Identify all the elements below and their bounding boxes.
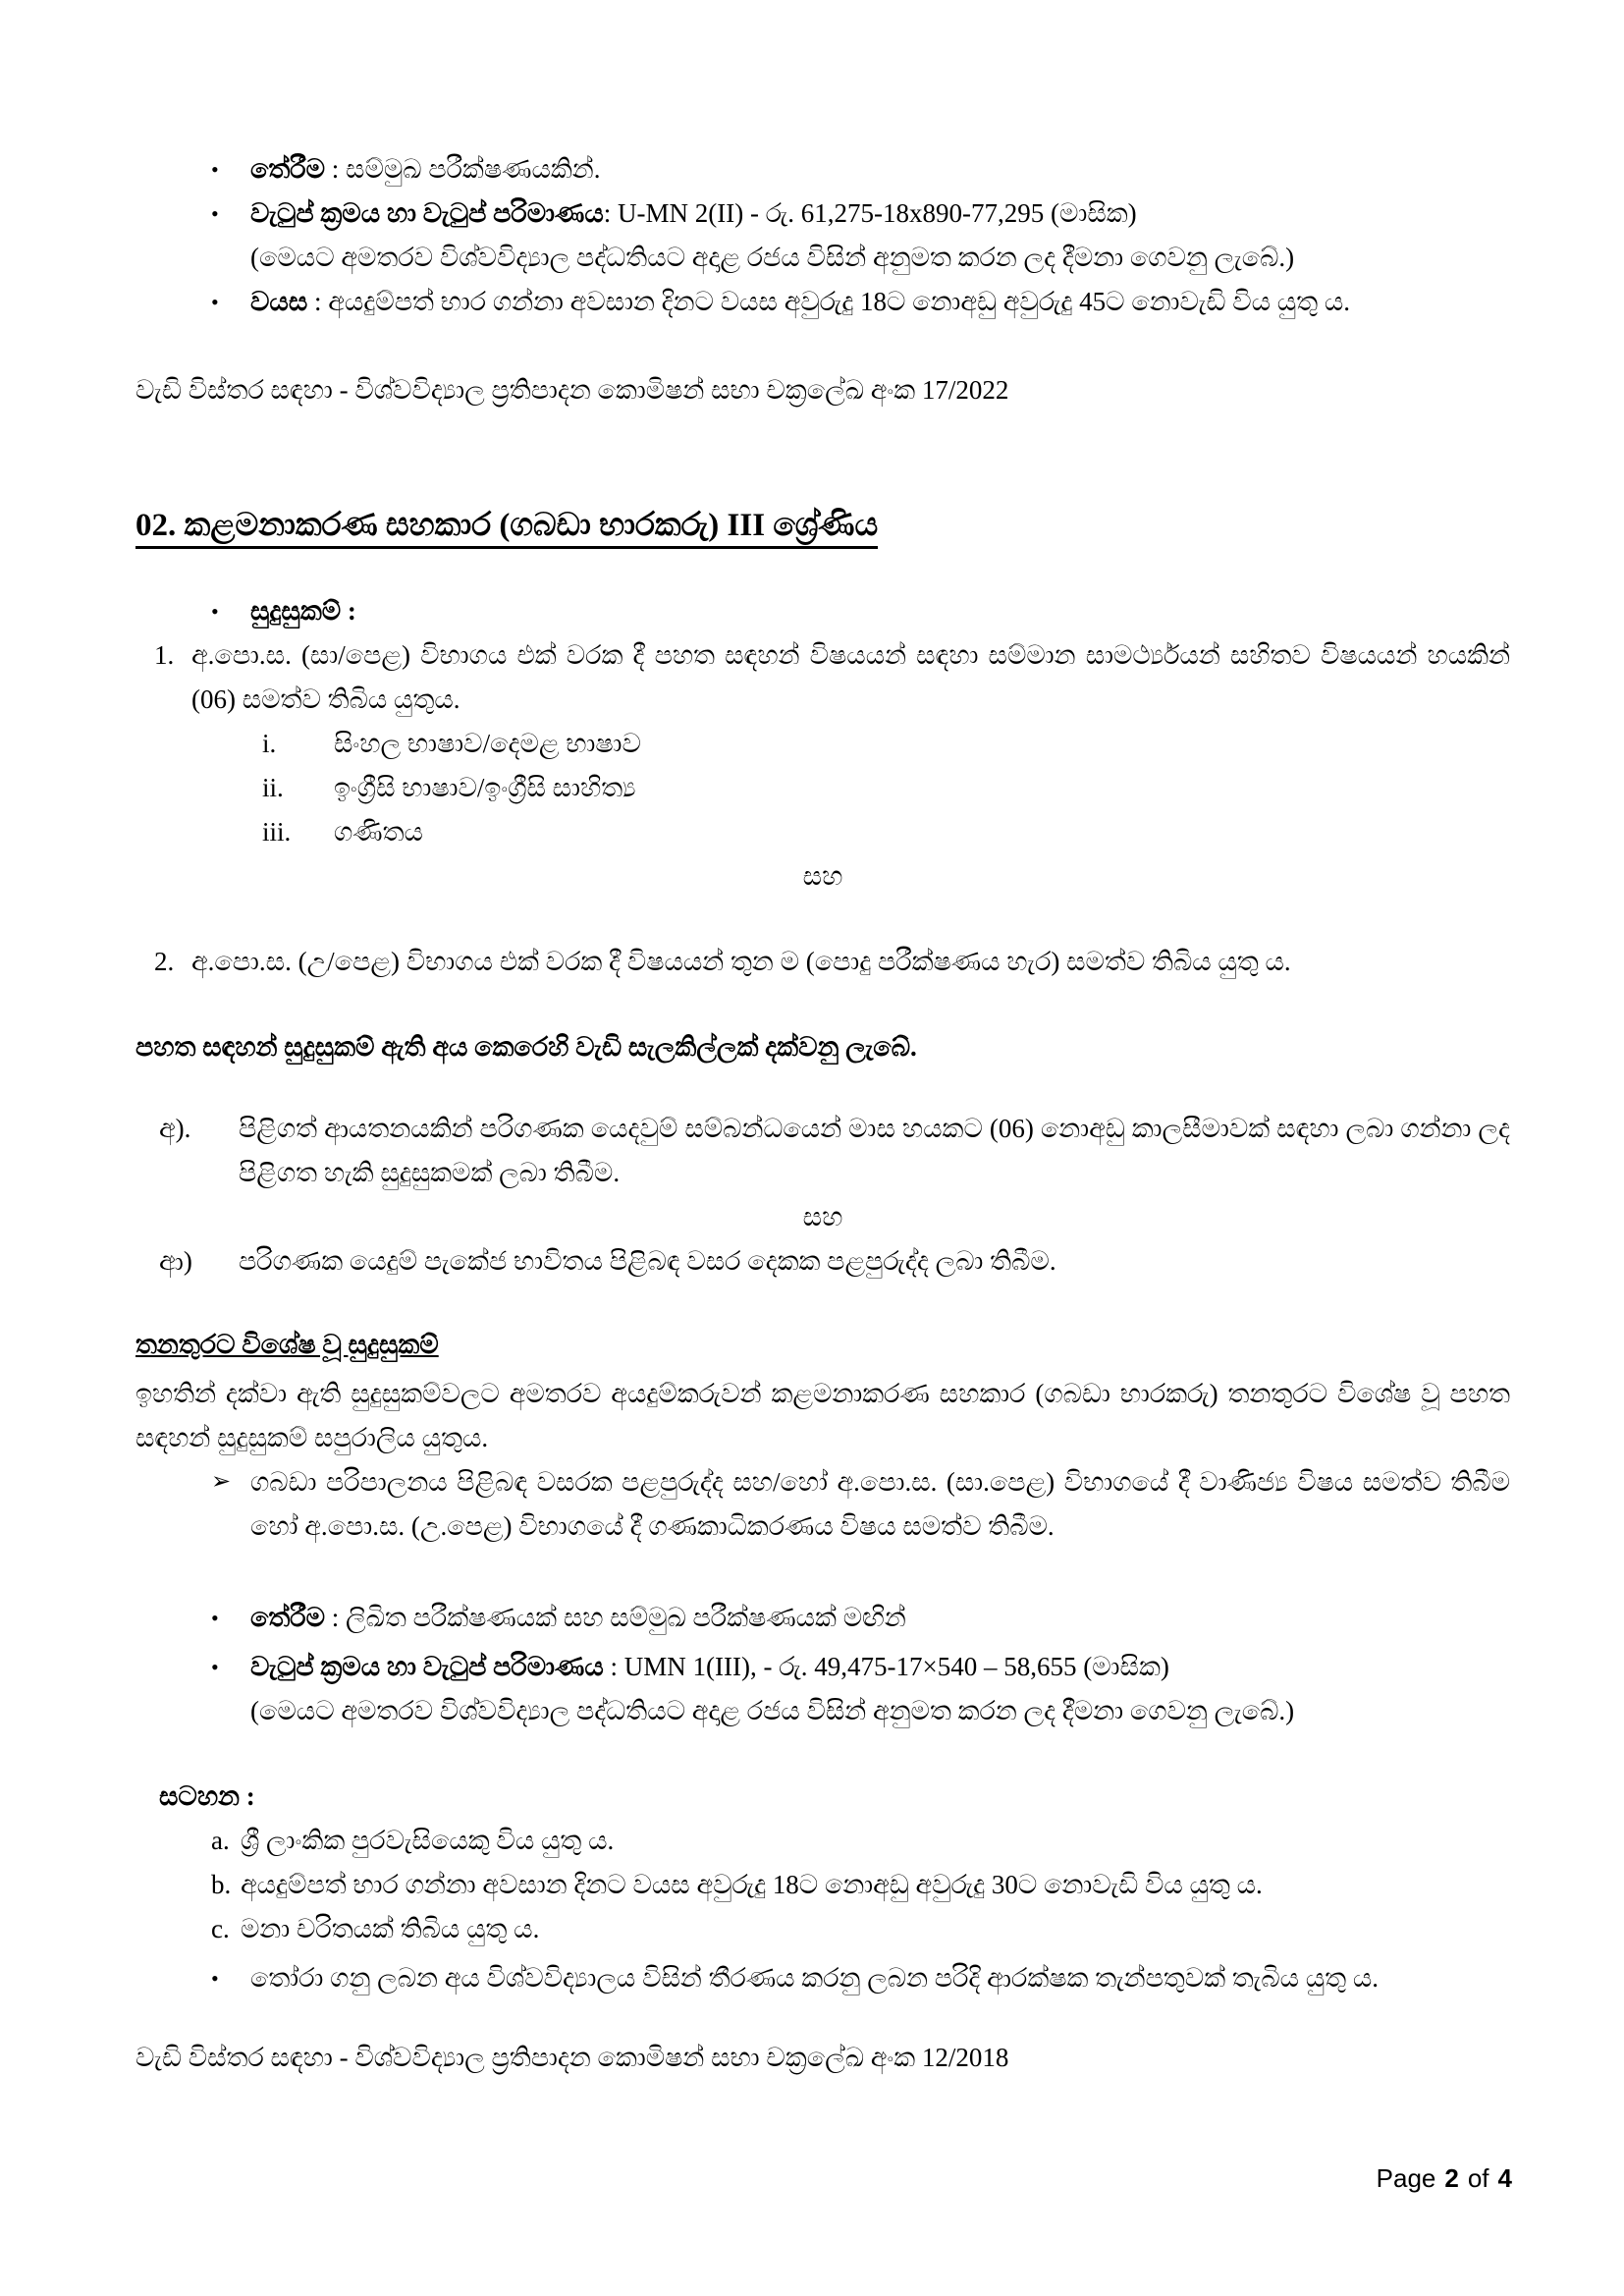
note-text: ශ්‍රී ලාංකික පුරවැසියෙකු විය යුතු ය.	[241, 1826, 615, 1855]
note-letter: c.	[211, 1914, 230, 1943]
post-heading-text: 02. කළමනාකරණ සහකාර (ගබඩා භාරකරු) III ශ්‍රේණිය	[135, 508, 878, 549]
qualification-item-2	[154, 940, 1510, 984]
subject-text: ඉංග්‍රීසි භාෂාව/ඉංග්‍රීසි සාහිත්‍ය	[334, 773, 636, 802]
age-bullet-1	[211, 280, 1510, 324]
preference-note: පහත සඳහන් සුදුසුකම් ඇති අය කෙරෙහි වැඩි සැලකිල්ලක් දක්වනු ලැබේ.	[135, 1032, 917, 1062]
salary-bullet-2	[211, 1645, 1510, 1689]
post-heading	[135, 501, 1510, 550]
roman-number: ii.	[262, 773, 284, 802]
bullet-icon: •	[211, 599, 219, 624]
subject-row	[262, 722, 1510, 766]
note-text: මනා චරිතයක් තිබිය යුතු ය.	[241, 1914, 540, 1943]
selection-bullet-1	[211, 147, 1510, 191]
preference-item-b-text: පරිගණක යෙදුම් පැකේජ භාවිතය පිළිබඳ වසර දෙකක පළපුරුද්ද ලබා තිබීම.	[239, 1246, 1056, 1276]
more-info-line-2: වැඩි විස්තර සඳහා - විශ්වවිද්‍යාල ප්‍රතිපාදන කොමිෂන් සභා චක්‍රලේඛ අංක 12/2018	[135, 2043, 1009, 2072]
selection-bullet-2	[211, 1596, 1510, 1640]
note-item	[211, 1819, 1510, 1863]
salary-value-2: : UMN 1(III), - රු. 49,475-17×540 – 58,655 (මාසික)	[603, 1652, 1169, 1681]
deposit-note-text: තෝරා ගනු ලබන අය විශ්වවිද්‍යාලය විසින් තීරණය කරනු ලබන පරිදි ආරක්ෂක තැන්පතුවක් තැබිය යුතු ය.	[250, 1963, 1380, 1993]
selection-label-1: තේරීම	[250, 154, 326, 184]
special-qualification-point-text: ගබඩා පරිපාලනය පිළිබඳ වසරක පළපුරුද්ද සහ/හෝ අ.පො.ස. (සා.පෙළ) විභාගයේ දී වාණිජ්‍ය විෂය සමත්ව තිබීම හෝ අ.පො.ස. (උ.පෙළ) විභාගයේ දී ගණකාධිකරණය විෂය සමත්ව තිබීම.	[250, 1467, 1510, 1541]
salary-text-1	[250, 191, 1510, 236]
roman-number: i.	[262, 729, 277, 758]
note-item	[211, 1863, 1510, 1907]
salary-label-1: වැටුප් ක්‍රමය හා වැටුප් පරිමාණය	[250, 198, 604, 228]
list-number: 1.	[154, 640, 175, 670]
bullet-icon: •	[211, 1655, 219, 1679]
subject-row	[262, 766, 1510, 810]
special-qualifications-heading: තනතුරට විශේෂ වූ සුදුසුකම්	[135, 1330, 439, 1359]
arrow-bullet-icon: ➢	[211, 1469, 232, 1495]
preference-item-a	[159, 1107, 1510, 1195]
selection-text-2	[250, 1596, 1510, 1640]
selection-text-1	[250, 147, 1510, 191]
list-letter: ආ)	[159, 1246, 192, 1276]
age-text-1	[250, 280, 1510, 324]
special-qualifications-intro: ඉහතින් දක්වා ඇති සුදුසුකම්වලට අමතරව අයදුම්කරුවන් කළමනාකරණ සහකාර (ගබඩා භාරකරු) තනතුරට විශේෂ වූ පහත සඳහන් සුදුසුකම් සපුරාලිය යුතුය.	[135, 1379, 1510, 1452]
footer-page-number: 2	[1444, 2163, 1459, 2193]
salary-bullet-1	[211, 191, 1510, 236]
special-qualification-point	[211, 1460, 1510, 1549]
note-text: අයදුම්පත් භාර ගන්නා අවසාන දිනට වයස අවුරුදු 18ට නොඅඩු අවුරුදු 30ට නොවැඩි විය යුතු ය.	[241, 1870, 1263, 1899]
age-value-1: : අයදුම්පත් භාර ගන්නා අවසාන දිනට වයස අවුරුදු 18ට නොඅඩු අවුරුදු 45ට නොවැඩි විය යුතු ය.	[307, 287, 1351, 316]
qualification-item-2-text: අ.පො.ස. (උ/පෙළ) විභාගය එක් වරක දී විෂයයන් තුන ම (පොදු පරීක්ෂණය හැර) සමත්ව තිබිය යුතු ය.	[191, 947, 1291, 976]
more-info-line-1: වැඩි විස්තර සඳහා - විශ්වවිද්‍යාල ප්‍රතිපාදන කොමිෂන් සභා චක්‍රලේඛ අංක 17/2022	[135, 375, 1009, 405]
qualifications-bullet	[211, 589, 1510, 633]
note-letter: b.	[211, 1870, 232, 1899]
bullet-icon: •	[211, 157, 219, 182]
selection-label-2: තේරීම	[250, 1603, 326, 1632]
subject-text: ගණිතය	[334, 817, 423, 847]
list-number: 2.	[154, 947, 175, 976]
notes-heading: සටහන :	[159, 1781, 255, 1811]
qualification-item-1-text: අ.පො.ස. (සා/පෙළ) විභාගය එක් වරක දී පහත සඳහන් විෂයයන් සඳහා සම්මාන සාමර්ථ්‍යයන් සහිතව විෂයයන් හයකින් (06) සමත්ව තිබිය යුතුය.	[191, 640, 1510, 714]
salary-value-1: : U-MN 2(II) - රු. 61,275-18x890-77,295 (මාසික)	[603, 198, 1137, 228]
selection-value-2: : ලිඛිත පරීක්ෂණයක් සහ සම්මුඛ පරීක්ෂණයක් මඟින්	[325, 1603, 906, 1632]
preference-item-b	[159, 1239, 1510, 1284]
qualification-item-1	[154, 633, 1510, 722]
and-connector-2: සහ	[802, 1202, 843, 1231]
salary-label-2: වැටුප් ක්‍රමය හා වැටුප් පරිමාණය	[250, 1652, 604, 1681]
bullet-icon: •	[211, 201, 219, 226]
salary-text-2	[250, 1645, 1510, 1689]
selection-value-1: : සම්මුඛ පරීක්ෂණයකින්.	[325, 154, 601, 184]
salary-subnote-1: (මෙයට අමතරව විශ්වවිද්‍යාල පද්ධතියට අදාළ රජය විසින් අනුමත කරන ලද දීමනා ගෙවනු ලැබේ.)	[250, 243, 1295, 272]
and-connector-1: සහ	[802, 861, 843, 891]
footer-total-pages: 4	[1497, 2163, 1512, 2193]
bullet-icon: •	[211, 1966, 219, 1991]
roman-number: iii.	[262, 817, 292, 847]
age-label-1: වයස	[250, 287, 308, 316]
bullet-icon: •	[211, 290, 219, 314]
note-letter: a.	[211, 1826, 230, 1855]
page-footer	[1377, 2157, 1512, 2201]
note-item	[211, 1907, 1510, 1951]
qualifications-label: සුදුසුකම් :	[250, 596, 356, 626]
salary-subnote-2: (මෙයට අමතරව විශ්වවිද්‍යාල පද්ධතියට අදාළ රජය විසින් අනුමත කරන ලද දීමනා ගෙවනු ලැබේ.)	[250, 1696, 1295, 1725]
footer-page-word: Page	[1376, 2163, 1436, 2193]
bullet-icon: •	[211, 1606, 219, 1630]
footer-of-word: of	[1467, 2163, 1489, 2193]
deposit-note-bullet	[211, 1956, 1510, 2000]
subject-text: සිංහල භාෂාව/දෙමළ භාෂාව	[334, 729, 641, 758]
preference-item-a-text: පිළිගත් ආයතනයකින් පරිගණක යෙදවුම් සම්බන්ධයෙන් මාස හයකට (06) නොඅඩු කාලසීමාවක් සඳහා ලබා ගන්නා ලද පිළිගත හැකි සුදුසුකමක් ලබා තිබීම.	[239, 1114, 1510, 1187]
subject-row	[262, 810, 1510, 854]
list-letter: අ).	[159, 1114, 191, 1143]
